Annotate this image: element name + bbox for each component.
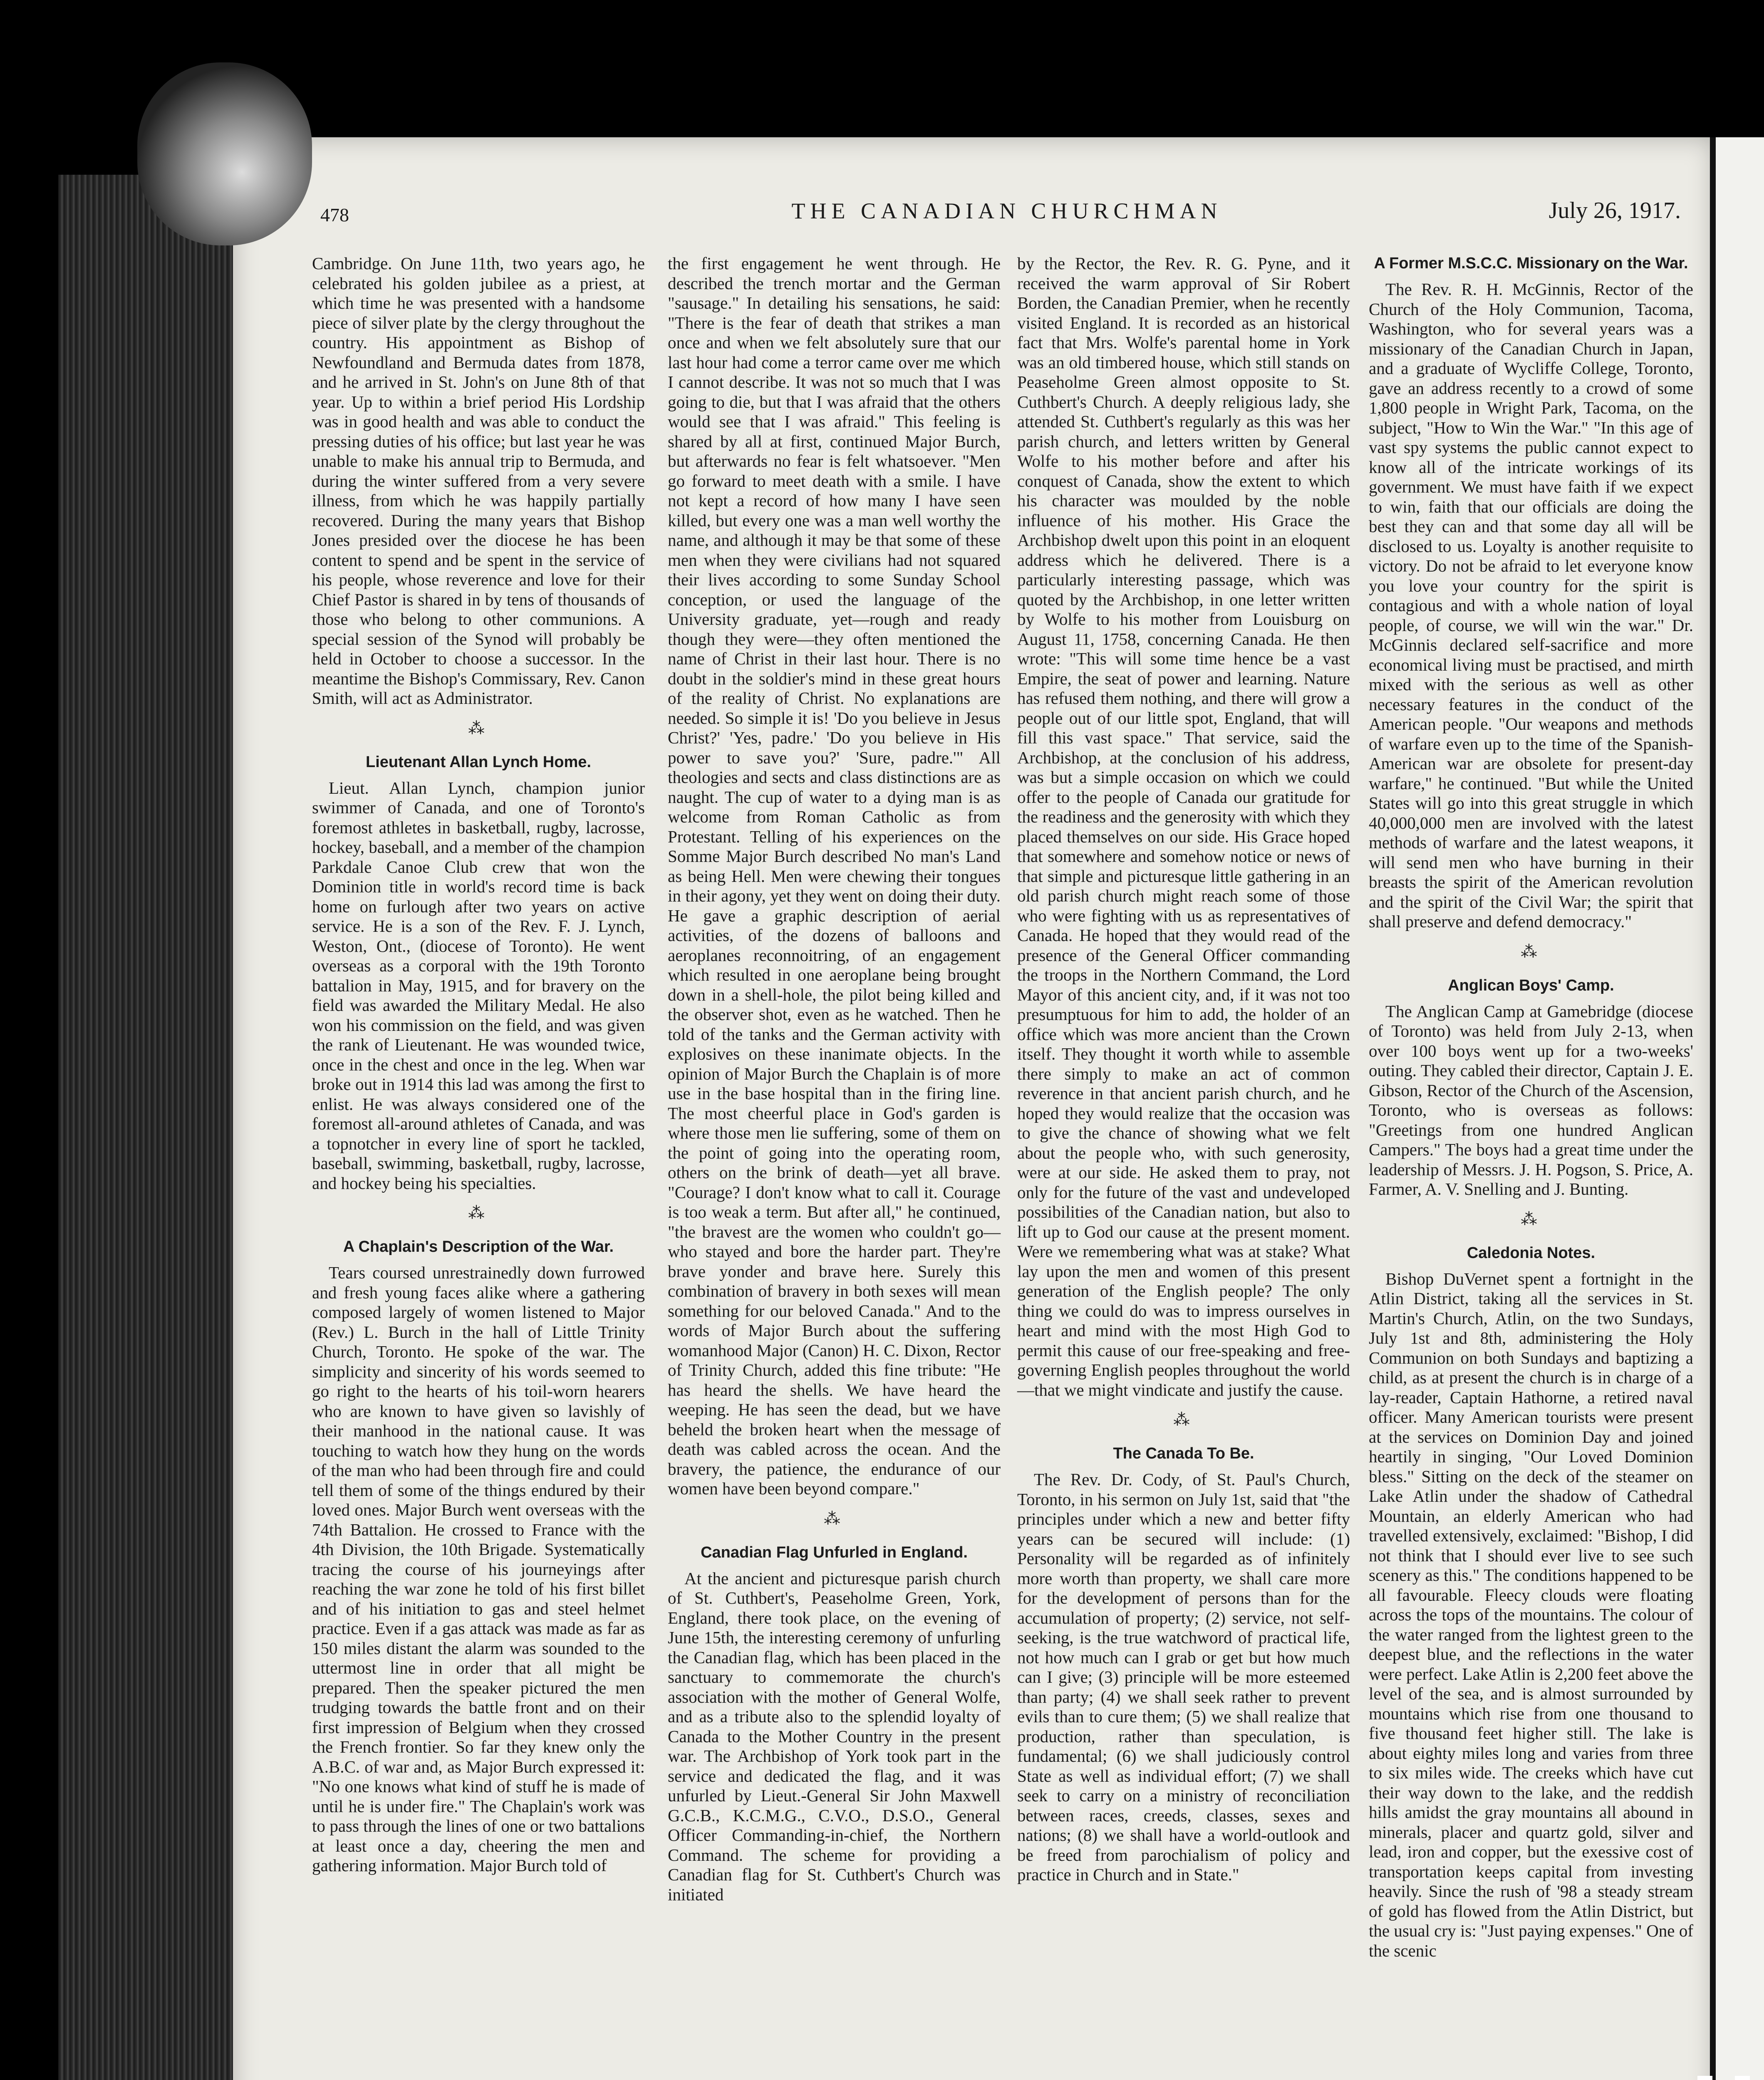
scan-marker-bar [1735, 2076, 1750, 2080]
section-ornament [668, 1506, 1001, 1531]
article-heading: Canadian Flag Unfurled in England. [701, 1543, 968, 1561]
article-heading: Lieutenant Allan Lynch Home. [366, 753, 591, 771]
article-paragraph: The Rev. Dr. Cody, of St. Paul's Church, Toronto, in his sermon on July 1st, said that "the principles under which a new and better fifty years can be secured will include: (1) Personality will be regarded as of infinitely more worth than property, we shall care more for the development of persons than for the accumulation of property; (2) service, not self-seeking, is the true watchword of practical life, not how much can I grab or get but how much can I give; (3) principle will be more esteemed than party; (4) we shall seek rather to prevent evils than to cure them; (5) we shall realize that production, rather than speculation, is fundamental; (6) we shall judiciously control State as well as individual effort; (7) we shall seek to carry on a ministry of reconciliation between races, creeds, classes, sexes and nations; (8) we shall have a world-outlook and be freed from parochialism of policy and practice in Church and in State." [1017, 1470, 1350, 1884]
ornament-glyph: ⁂ [1521, 942, 1541, 961]
masthead: THE CANADIAN CHURCHMAN [791, 198, 1222, 223]
column-4 [1369, 254, 1693, 1961]
article-heading: Caledonia Notes. [1467, 1244, 1596, 1262]
section-ornament [1369, 939, 1693, 964]
article-heading: Anglican Boys' Camp. [1448, 976, 1614, 994]
ornament-glyph: ⁂ [1521, 1209, 1541, 1228]
issue-date: July 26, 1917. [1548, 198, 1681, 223]
scan-marker-bar [1697, 2076, 1712, 2080]
page-number: 478 [320, 204, 349, 225]
next-page-edge [1710, 137, 1764, 2080]
article-paragraph: Cambridge. On June 11th, two years ago, he celebrated his golden jubilee as a priest, at which time he was presented with a handsome piece of silver plate by the clergy throughout the country. His appointment as Bishop of Newfoundland and Bermuda dates from 1878, and he arrived in St. John's on June 8th of that year. Up to within a brief period His Lordship was in good health and was able to conduct the pressing duties of his office; but last year he was unable to make his annual trip to Bermuda, and during the winter suffered from a very severe illness, from which he was happily partially recovered. During the many years that Bishop Jones presided over the diocese he has been content to spend and be spent in the service of his people, whose reverence and love for their Chief Pastor is shared in by tens of thousands of those who belong to other communions. A special session of the Synod will probably be held in October to choose a successor. In the meantime the Bishop's Commissary, Rev. Canon Smith, will act as Administrator. [312, 254, 645, 708]
ornament-glyph: ⁂ [468, 1203, 489, 1222]
column-1 [312, 254, 645, 1876]
column-2 [668, 254, 1001, 1904]
section-ornament [1017, 1407, 1350, 1432]
ornament-glyph: ⁂ [468, 718, 489, 738]
section-ornament [1369, 1207, 1693, 1232]
article-paragraph: Bishop DuVernet spent a fortnight in the Atlin District, taking all the services in St. Martin's Church, Atlin, on the two Sundays, July 1st and 8th, administering the Holy Communion on both Sundays and baptizing a child, as at present the church is in charge of a lay-reader, Captain Hathorne, a retired naval officer. Many American tourists were present at the services on Dominion Day and joined heartily in singing, "Our Loved Dominion bless." Sitting on the deck of the steamer on Lake Atlin under the shadow of Cathedral Mountain, an elderly American who had travelled extensively, exclaimed: "Bishop, I did not think that I should ever live to see such scenery as this." The conditions happened to be all favourable. Fleecy clouds were floating across the tops of the mountains. The colour of the water ranged from the lightest green to the deepest blue, and the reflections in the water were perfect. Lake Atlin is 2,200 feet above the level of the sea, and is almost surrounded by mountains which rise from one thousand to five thousand feet higher still. The lake is about eighty miles long and varies from three to six miles wide. The creeks which have cut their way down to the lake, and the reddish hills amidst the gray mountains all abound in minerals, placer and quartz gold, silver and lead, iron and copper, but the exessive cost of transportation keeps capital from investing heavily. Since the rush of '98 a steady stream of gold has flowed from the Atlin District, but the usual cry is: "Just paying expenses." One of the scenic [1369, 1269, 1693, 1960]
book-page-edges [58, 175, 241, 2080]
section-ornament [312, 716, 645, 741]
article-paragraph: At the ancient and picturesque parish church of St. Cuthbert's, Peaseholme Green, York, England, there took place, on the evening of June 15th, the interesting ceremony of unfurling the Canadian flag, which has been placed in the sanctuary to commemorate the church's association with the mother of General Wolfe, and as a tribute also to the splendid loyalty of Canada to the Mother Country in the present war. The Archbishop of York took part in the service and dedicated the flag, and it was unfurled by Lieut.-General Sir John Maxwell G.C.B., K.C.M.G., C.V.O., D.S.O., General Officer Commanding-in-chief, the Northern Command. The scheme for providing a Canadian flag for St. Cuthbert's Church was initiated [668, 1568, 1001, 1904]
ornament-glyph: ⁂ [1173, 1410, 1194, 1429]
article-heading: The Canada To Be. [1113, 1445, 1254, 1462]
article-paragraph: Tears coursed unrestrainedly down furrowed and fresh young faces alike where a gathering composed largely of women listened to Major (Rev.) L. Burch in the hall of Little Trinity Church, Toronto. He spoke of the war. The simplicity and sincerity of his words seemed to go right to the hearts of his toil-worn hearers who are known to have given so lavishly of their manhood in the national cause. It was touching to watch how they hung on the words of the man who had been through fire and could tell them of some of the things endured by their loved ones. Major Burch went overseas with the 74th Battalion. He crossed to France with the 4th Division, the 10th Brigade. Systematically tracing the course of his journeyings after reaching the war zone he told of his first billet and of his initiation to gas and steel helmet practice. Even if a gas attack was made as far as 150 miles distant the alarm was sounded to the uttermost line in order that all might be prepared. Then the speaker pictured the men trudging towards the battle front and on their first impression of Belgium when they crossed the French frontier. So far they knew only the A.B.C. of war and, as Major Burch expressed it: "No one knows what kind of stuff he is made of until he is under fire." The Chaplain's work was to pass through the lines of one or two battalions at least once a day, cheering the men and gathering information. Major Burch told of [312, 1263, 645, 1875]
article-heading: A Former M.S.C.C. Missionary on the War. [1374, 255, 1688, 272]
page-header [304, 196, 1710, 233]
article-paragraph: The Anglican Camp at Gamebridge (diocese of Toronto) was held from July 2-13, when over 100 boys went up for a two-weeks' outing. They cabled their director, Captain J. E. Gibson, Rector of the Church of the Ascension, Toronto, who is overseas as follows: "Greetings from one hundred Anglican Campers." The boys had a great time under the leadership of Messrs. J. H. Pogson, S. Price, A. Farmer, A. V. Snelling and J. Bunting. [1369, 1001, 1693, 1198]
article-paragraph: by the Rector, the Rev. R. G. Pyne, and it received the warm approval of Sir Robert Borden, the Canadian Premier, when he recently visited England. It is recorded as an historical fact that Mrs. Wolfe's parental home in York was an old timbered house, which still stands on Peaseholme Green almost opposite to St. Cuthbert's Church. A deeply religious lady, she attended St. Cuthbert's regularly as this was her parish church, and letters written by General Wolfe to his mother before and after his conquest of Canada, show the extent to which his character was moulded by the noble influence of his mother. His Grace the Archbishop dwelt upon this point in an eloquent address which he delivered. There is a particularly interesting passage, which was quoted by the Archbishop, in one letter written by Wolfe to his mother from Louisburg on August 11, 1758, concerning Canada. He then wrote: "This will some time hence be a vast Empire, the seat of power and learning. Nature has refused them nothing, and there will grow a people out of our little spot, England, that will fill this vast space." That service, said the Archbishop, at the conclusion of his address, was but a simple occasion on which we could offer to the people of Canada our gratitude for the readiness and the generosity with which they placed themselves on our side. His Grace hoped that somewhere and somehow notice or news of that simple and picturesque little gathering in an old parish church might reach some of those who were fighting with us as representatives of Canada. He hoped that they would read of the presence of the General Officer commanding the troops in the Northern Command, the Lord Mayor of this ancient city, and, if it was not too presumptuous for him to add, the holder of an office which was more ancient than the Crown itself. They thought it worth while to assemble there simply to make an act of common reverence in that ancient parish church, and he hoped they would realize that the occasion was to give the chance of showing what we felt about the people who, with such generosity, were at our side. He asked them to pray, not only for the future of the vast and undeveloped possibilities of the Canadian nation, but also to lift up to God our cause at the present moment. Were we remembering what was at stake? What lay upon the men and women of this present generation of the English people? The only thing we could do was to impress ourselves in heart and mind with the most High God to permit this cause of our free-speaking and free-governing English peoples throughout the world—that we might vindicate and justify the cause. [1017, 254, 1350, 1399]
section-ornament [312, 1201, 645, 1226]
article-paragraph: Lieut. Allan Lynch, champion junior swimmer of Canada, and one of Toronto's foremost athletes in basketball, rugby, lacrosse, hockey, baseball, and a member of the champion Parkdale Canoe Club crew that won the Dominion title in world's record time is back home on furlough after two years on active service. He is a son of the Rev. F. J. Lynch, Weston, Ont., (diocese of Toronto). He went overseas as a corporal with the 19th Toronto battalion in May, 1915, and for bravery on the field was awarded the Military Medal. He also won his commission on the field, and was given the rank of Lieutenant. He was wounded twice, once in the chest and once in the leg. When war broke out in 1914 this lad was among the first to enlist. He was always considered one of the foremost all-around athletes of Canada, and was a topnotcher in every line of sport he tackled, baseball, swimming, basketball, rugby, lacrosse, and hockey being his specialties. [312, 778, 645, 1193]
scan-marker-bars [1681, 2076, 1764, 2080]
article-paragraph: the first engagement he went through. He described the trench mortar and the German "sausage." In detailing his sensations, he said: "There is the fear of death that strikes a man once and when we felt absolutely sure that our last hour had come a terror came over me which I cannot describe. It was not so much that I was going to die, but that I was afraid that the others would see that I was afraid." This feeling is shared by all at first, continued Major Burch, but afterwards no fear is felt whatsoever. "Men go forward to meet death with a smile. I have not kept a record of how many I have seen killed, but every one was a man well worthy the name, and although it may be that some of these men when they were civilians had not squared their lives according to some Sunday School conception, or used the language of the University graduate, yet—rough and ready though they were—they often mentioned the name of Christ in their last hour. There is no doubt in the soldier's mind in these great hours of the reality of Christ. No explanations are needed. So simple it is! 'Do you believe in Jesus Christ?' 'Yes, padre.' 'Do you believe in His power to save you?' 'Sure, padre.'" All theologies and sects and class distinctions are as naught. The cup of water to a dying man is as welcome from Roman Catholic as from Protestant. Telling of his experiences on the Somme Major Burch described No man's Land as being Hell. Men were chewing their tongues in their agony, yet they went on doing their duty. He gave a graphic description of aerial activities, of the dozens of balloons and aeroplanes reconnoitring, of an engagement which resulted in one aeroplane being brought down in a shell-hole, the pilot being killed and the observer shot, even as he watched. Then he told of the tanks and the German activity with explosives on these inanimate objects. In the opinion of Major Burch the Chaplain is of more use in the base hospital than in the firing line. The most cheerful place in God's garden is where those men lie suffering, some of them on the point of going into the operating room, others on the brink of death—yet all brave. "Courage? I don't know what to call it. Courage is too weak a term. But after all," he continued, "the bravest are the women who couldn't go—who stayed and bore the harder part. They're brave yonder and brave here. Surely this combination of bravery in both sexes will mean something for our beloved Canada." And to the words of Major Burch about the suffering womanhood Major (Canon) H. C. Dixon, Rector of Trinity Church, added this fine tribute: "He has heard the shells. We have heard the weeping. He has seen the dead, but we have beheld the broken heart when the message of death was cabled across the ocean. And the bravery, the patience, the endurance of our women have been beyond compare." [668, 254, 1001, 1498]
ornament-glyph: ⁂ [824, 1509, 845, 1528]
column-3 [1017, 254, 1350, 1885]
article-paragraph: The Rev. R. H. McGinnis, Rector of the Church of the Holy Communion, Tacoma, Washington, who for several years was a missionary of the Canadian Church in Japan, and a graduate of Wycliffe College, Toronto, gave an address recently to a crowd of some 1,800 people in Wright Park, Tacoma, on the subject, "How to Win the War." "In this age of vast spy systems the public cannot expect to know all of the intricate workings of its government. We must have faith if we expect to win, faith that our officials are doing the best they can and that some day all will be disclosed to us. Loyalty is another requisite to victory. Do not be afraid to let everyone know you love your country for the spirit is contagious and with a whole nation of loyal people, of course, we will win the war." Dr. McGinnis declared self-sacrifice and more economical living must be practised, and mirth mixed with the serious as well as other necessary features in the conduct of the American people. "Our weapons and methods of warfare even up to the time of the Spanish-American war are obsolete for present-day warfare," he continued. "But while the United States will go into this great struggle in which 40,000,000 men are involved with the latest methods of warfare and the latest weapons, it will send men who have burning in their breasts the spirit of the American revolution and the spirit of the Civil War; the spirit that shall preserve and defend democracy." [1369, 280, 1693, 931]
article-heading: A Chaplain's Description of the War. [343, 1238, 614, 1255]
binder-clip [137, 62, 312, 245]
